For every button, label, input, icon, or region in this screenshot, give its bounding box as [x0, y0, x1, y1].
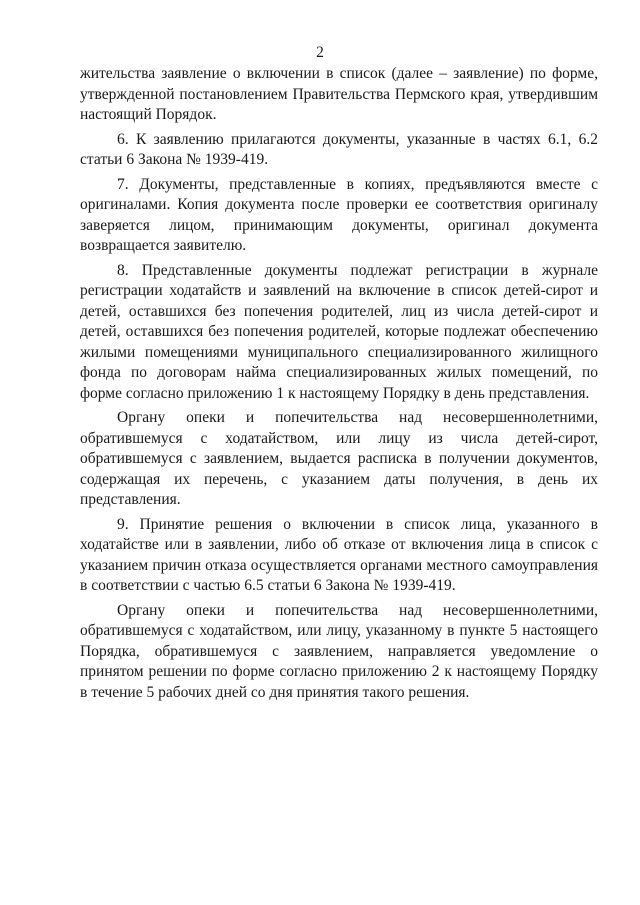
paragraph-continuation: жительства заявление о включении в список (далее – заявление) по форме, утвержденной постановлением Правительства Пермского края, утвердившим настоящий Порядок. — [80, 65, 598, 123]
page-number: 2 — [316, 44, 324, 61]
document-body — [80, 64, 598, 707]
paragraph-item-6: 6. К заявлению прилагаются документы, указанные в частях 6.1, 6.2 статьи 6 Закона № 1939-419. — [80, 130, 598, 168]
paragraph-receipt: Органу опеки и попечительства над несовершеннолетними, обратившемуся с ходатайством, или лицу из числа детей-сирот, обратившемуся с заявлением, выдается расписка в получении документов, содержащая их перечень, с указанием даты получения, в день их представления. — [80, 409, 598, 508]
paragraph-item-9: 9. Принятие решения о включении в список лица, указанного в ходатайстве или в заявлении, либо об отказе от включения лица в список с указанием причин отказа осуществляется органами местного самоуправления в соответствии с частью 6.5 статьи 6 Закона № 1939-419. — [80, 515, 598, 594]
paragraph-notification: Органу опеки и попечительства над несовершеннолетними, обратившемуся с ходатайством, или лицу, указанному в пункте 5 настоящего Порядка, обратившемуся с заявлением, направляется уведомление о принятом решении по форме согласно приложению 2 к настоящему Порядку в течение 5 рабочих дней со дня принятия такого решения. — [80, 601, 598, 701]
paragraph-item-8: 8. Представленные документы подлежат регистрации в журнале регистрации ходатайств и заявлений на включение в список детей-сирот и детей, оставшихся без попечения родителей, лиц из числа детей-сирот и детей, оставшихся без попечения родителей, которые подлежат обеспечению жилыми помещениями муниципального специализированного жилищного фонда по договорам найма специализированных жилых помещений, по форме согласно приложению 1 к настоящему Порядку в день представления. — [80, 261, 598, 402]
paragraph-item-7: 7. Документы, представленные в копиях, предъявляются вместе с оригиналами. Копия документа после проверки ее соответствия оригиналу заверяется лицом, принимающим документы, оригинал документа возвращается заявителю. — [80, 175, 598, 254]
